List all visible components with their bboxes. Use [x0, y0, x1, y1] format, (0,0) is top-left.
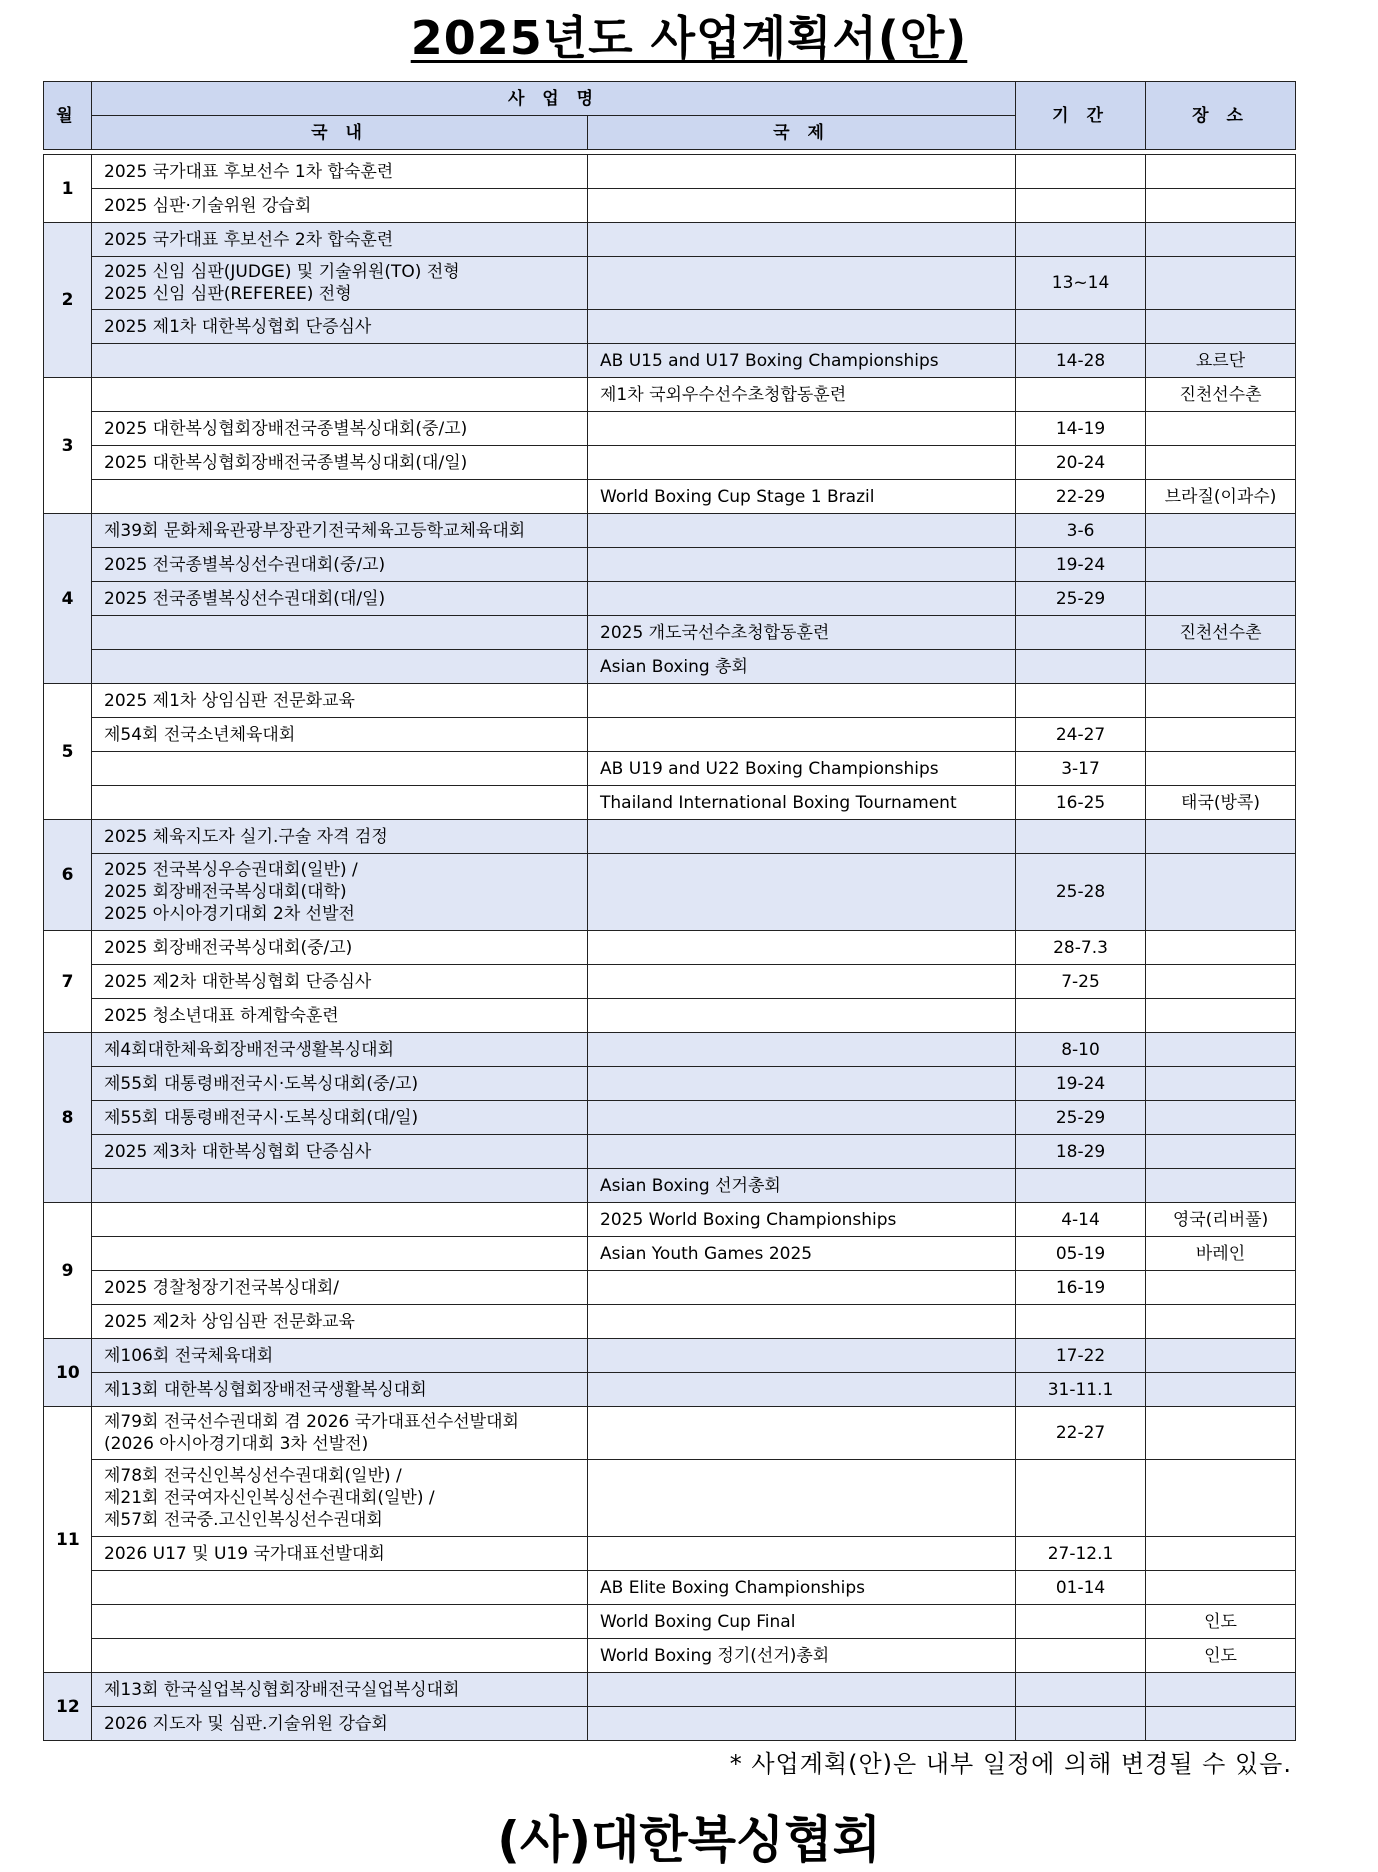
period-cell: 14-28: [1016, 344, 1146, 378]
business-plan-table: [43, 81, 1296, 1741]
place-cell: [1146, 718, 1296, 752]
period-cell: 13~14: [1016, 257, 1146, 310]
dom-line: 제78회 전국신인복싱선수권대회(일반) /: [104, 1466, 402, 1486]
place-cell: [1146, 1067, 1296, 1101]
place-cell: [1146, 1101, 1296, 1135]
header-month: 월: [44, 82, 92, 150]
dom-cell: [92, 1203, 588, 1237]
dom-cell: [92, 1373, 588, 1407]
intl-cell: [588, 854, 1016, 931]
place-cell: [1146, 820, 1296, 854]
dom-line: 제55회 대통령배전국시·도복싱대회(대/일): [104, 1107, 419, 1128]
table-row: [44, 1067, 1296, 1101]
dom-cell: [92, 1707, 588, 1741]
dom-line: 2025 신임 심판(REFEREE) 전형: [104, 284, 352, 304]
dom-cell: [92, 378, 588, 412]
place-cell: [1146, 257, 1296, 310]
period-cell: 17-22: [1016, 1339, 1146, 1373]
table-row: [44, 155, 1296, 189]
period-cell: [1016, 310, 1146, 344]
dom-cell: [92, 1305, 588, 1339]
period-cell: 25-28: [1016, 854, 1146, 931]
place-cell: [1146, 650, 1296, 684]
dom-cell: [92, 1639, 588, 1673]
dom-cell: [92, 854, 588, 931]
dom-line: 2025 회장배전국복싱대회(대학): [104, 882, 347, 902]
month-cell: 6: [44, 820, 92, 931]
month-cell: 11: [44, 1407, 92, 1673]
header-project-name: 사 업 명: [92, 82, 1016, 116]
dom-cell: [92, 310, 588, 344]
dom-line: 제79회 전국선수권대회 겸 2026 국가대표선수선발대회: [104, 1412, 519, 1432]
dom-line: 제106회 전국체육대회: [104, 1345, 274, 1366]
place-cell: [1146, 684, 1296, 718]
dom-line: 2025 제3차 대한복싱협회 단증심사: [104, 1141, 372, 1162]
dom-line: 2025 대한복싱협회장배전국종별복싱대회(대/일): [104, 452, 468, 473]
dom-cell: [92, 718, 588, 752]
period-cell: 3-6: [1016, 514, 1146, 548]
period-cell: [1016, 378, 1146, 412]
dom-line: 2025 제1차 대한복싱협회 단증심사: [104, 316, 372, 337]
place-cell: [1146, 310, 1296, 344]
period-cell: 16-25: [1016, 786, 1146, 820]
period-cell: [1016, 1305, 1146, 1339]
table-row: [44, 1707, 1296, 1741]
intl-line: 제1차 국외우수선수초청합동훈련: [600, 384, 847, 405]
intl-cell: [588, 786, 1016, 820]
intl-cell: [588, 412, 1016, 446]
table-row: [44, 820, 1296, 854]
intl-cell: [588, 1135, 1016, 1169]
intl-cell: [588, 931, 1016, 965]
dom-cell: [92, 684, 588, 718]
place-cell: [1146, 1571, 1296, 1605]
dom-cell: [92, 616, 588, 650]
dom-line: 제57회 전국중.고신인복싱선수권대회: [104, 1510, 383, 1530]
period-cell: [1016, 999, 1146, 1033]
place-cell: [1146, 223, 1296, 257]
table-row: [44, 446, 1296, 480]
dom-line: (2026 아시아경기대회 3차 선발전): [104, 1434, 369, 1454]
dom-cell: [92, 999, 588, 1033]
dom-cell: [92, 820, 588, 854]
table-row: [44, 1305, 1296, 1339]
intl-cell: [588, 1271, 1016, 1305]
period-cell: 22-29: [1016, 480, 1146, 514]
dom-line: 2025 신임 심판(JUDGE) 및 기술위원(TO) 전형: [104, 262, 460, 282]
dom-cell: [92, 1339, 588, 1373]
table-row: [44, 931, 1296, 965]
intl-cell: [588, 1373, 1016, 1407]
dom-cell: [92, 1067, 588, 1101]
place-cell: 진천선수촌: [1146, 616, 1296, 650]
intl-line: World Boxing Cup Stage 1 Brazil: [600, 486, 875, 507]
period-cell: 25-29: [1016, 582, 1146, 616]
place-cell: 태국(방콕): [1146, 786, 1296, 820]
period-cell: 7-25: [1016, 965, 1146, 999]
period-cell: [1016, 1639, 1146, 1673]
dom-line: 2025 전국종별복싱선수권대회(중/고): [104, 554, 386, 575]
dom-cell: [92, 582, 588, 616]
dom-cell: [92, 446, 588, 480]
dom-cell: [92, 1135, 588, 1169]
period-cell: 05-19: [1016, 1237, 1146, 1271]
intl-cell: [588, 446, 1016, 480]
dom-line: 제4회대한체육회장배전국생활복싱대회: [104, 1039, 394, 1060]
period-cell: [1016, 820, 1146, 854]
intl-cell: [588, 1101, 1016, 1135]
intl-cell: [588, 1339, 1016, 1373]
dom-line: 제13회 한국실업복싱협회장배전국실업복싱대회: [104, 1679, 460, 1700]
dom-cell: [92, 650, 588, 684]
dom-cell: [92, 1271, 588, 1305]
month-cell: 7: [44, 931, 92, 1033]
dom-line: 제13회 대한복싱협회장배전국생활복싱대회: [104, 1379, 427, 1400]
table-row: [44, 1639, 1296, 1673]
dom-cell: [92, 931, 588, 965]
month-cell: 1: [44, 155, 92, 223]
period-cell: [1016, 650, 1146, 684]
table-row: [44, 965, 1296, 999]
period-cell: 31-11.1: [1016, 1373, 1146, 1407]
table-row: [44, 1571, 1296, 1605]
dom-line: 2025 체육지도자 실기.구술 자격 검정: [104, 826, 388, 847]
dom-line: 2025 전국복싱우승권대회(일반) /: [104, 860, 358, 880]
place-cell: [1146, 548, 1296, 582]
dom-cell: [92, 257, 588, 310]
period-cell: [1016, 1707, 1146, 1741]
place-cell: [1146, 752, 1296, 786]
table-row: [44, 684, 1296, 718]
dom-cell: [92, 1605, 588, 1639]
place-cell: [1146, 446, 1296, 480]
period-cell: 28-7.3: [1016, 931, 1146, 965]
table-row: [44, 310, 1296, 344]
intl-cell: [588, 1305, 1016, 1339]
intl-cell: [588, 616, 1016, 650]
period-cell: 3-17: [1016, 752, 1146, 786]
period-cell: [1016, 189, 1146, 223]
intl-cell: [588, 965, 1016, 999]
period-cell: 18-29: [1016, 1135, 1146, 1169]
dom-line: 2025 경찰청장기전국복싱대회/: [104, 1277, 340, 1298]
dom-cell: [92, 1673, 588, 1707]
header-place: 장 소: [1146, 82, 1296, 150]
table-row: [44, 786, 1296, 820]
intl-cell: [588, 155, 1016, 189]
dom-cell: [92, 786, 588, 820]
intl-cell: [588, 480, 1016, 514]
period-cell: [1016, 1460, 1146, 1537]
place-cell: [1146, 931, 1296, 965]
intl-cell: [588, 1571, 1016, 1605]
period-cell: 20-24: [1016, 446, 1146, 480]
intl-cell: [588, 1673, 1016, 1707]
table-row: [44, 582, 1296, 616]
period-cell: [1016, 1673, 1146, 1707]
intl-cell: [588, 1169, 1016, 1203]
intl-line: Thailand International Boxing Tournament: [600, 792, 957, 813]
dom-cell: [92, 155, 588, 189]
dom-cell: [92, 1237, 588, 1271]
dom-cell: [92, 1033, 588, 1067]
footnote: * 사업계획(안)은 내부 일정에 의해 변경될 수 있음.: [729, 1750, 1292, 1778]
period-cell: 01-14: [1016, 1571, 1146, 1605]
dom-line: 제55회 대통령배전국시·도복싱대회(중/고): [104, 1073, 419, 1094]
place-cell: [1146, 1407, 1296, 1460]
place-cell: 진천선수촌: [1146, 378, 1296, 412]
dom-line: 2025 청소년대표 하계합숙훈련: [104, 1005, 339, 1026]
dom-cell: [92, 1460, 588, 1537]
intl-cell: [588, 1407, 1016, 1460]
intl-line: Asian Boxing 선거총회: [600, 1175, 781, 1196]
period-cell: 16-19: [1016, 1271, 1146, 1305]
dom-cell: [92, 514, 588, 548]
intl-line: AB U19 and U22 Boxing Championships: [600, 758, 939, 779]
month-cell: 9: [44, 1203, 92, 1339]
intl-cell: [588, 1639, 1016, 1673]
table-row: [44, 189, 1296, 223]
place-cell: 영국(리버풀): [1146, 1203, 1296, 1237]
table-row: [44, 1033, 1296, 1067]
intl-cell: [588, 650, 1016, 684]
intl-cell: [588, 1605, 1016, 1639]
table-row: [44, 1407, 1296, 1460]
place-cell: [1146, 854, 1296, 931]
intl-cell: [588, 1707, 1016, 1741]
place-cell: [1146, 1169, 1296, 1203]
dom-cell: [92, 1169, 588, 1203]
intl-line: World Boxing Cup Final: [600, 1611, 796, 1632]
place-cell: 바레인: [1146, 1237, 1296, 1271]
period-cell: 19-24: [1016, 1067, 1146, 1101]
table-row: [44, 412, 1296, 446]
table-row: [44, 1203, 1296, 1237]
period-cell: 22-27: [1016, 1407, 1146, 1460]
place-cell: [1146, 1339, 1296, 1373]
table-row: [44, 378, 1296, 412]
intl-cell: [588, 684, 1016, 718]
dom-cell: [92, 1571, 588, 1605]
place-cell: 인도: [1146, 1605, 1296, 1639]
dom-cell: [92, 752, 588, 786]
place-cell: [1146, 1305, 1296, 1339]
place-cell: [1146, 412, 1296, 446]
table-row: [44, 854, 1296, 931]
table-body: [44, 155, 1296, 1741]
period-cell: 27-12.1: [1016, 1537, 1146, 1571]
place-cell: 브라질(이과수): [1146, 480, 1296, 514]
table-row: [44, 616, 1296, 650]
table-row: [44, 480, 1296, 514]
place-cell: [1146, 189, 1296, 223]
month-cell: 5: [44, 684, 92, 820]
place-cell: [1146, 1460, 1296, 1537]
intl-cell: [588, 378, 1016, 412]
intl-cell: [588, 223, 1016, 257]
intl-cell: [588, 820, 1016, 854]
place-cell: 인도: [1146, 1639, 1296, 1673]
dom-line: 2025 아시아경기대회 2차 선발전: [104, 904, 355, 924]
intl-cell: [588, 310, 1016, 344]
dom-line: 2025 국가대표 후보선수 1차 합숙훈련: [104, 161, 394, 182]
dom-cell: [92, 344, 588, 378]
table-row: [44, 1460, 1296, 1537]
dom-cell: [92, 412, 588, 446]
dom-cell: [92, 548, 588, 582]
dom-cell: [92, 1101, 588, 1135]
organization-name: (사)대한복싱협회: [497, 1811, 881, 1869]
period-cell: [1016, 616, 1146, 650]
period-cell: [1016, 223, 1146, 257]
intl-line: Asian Youth Games 2025: [600, 1243, 813, 1264]
intl-line: AB Elite Boxing Championships: [600, 1577, 866, 1598]
intl-cell: [588, 1460, 1016, 1537]
place-cell: 요르단: [1146, 344, 1296, 378]
period-cell: 19-24: [1016, 548, 1146, 582]
table-row: [44, 1339, 1296, 1373]
header-domestic: 국 내: [92, 116, 588, 150]
table-row: [44, 1373, 1296, 1407]
intl-cell: [588, 718, 1016, 752]
intl-cell: [588, 514, 1016, 548]
table-row: [44, 999, 1296, 1033]
table-row: [44, 1135, 1296, 1169]
dom-line: 2025 회장배전국복싱대회(중/고): [104, 937, 353, 958]
place-cell: [1146, 155, 1296, 189]
intl-cell: [588, 1237, 1016, 1271]
intl-cell: [588, 344, 1016, 378]
dom-cell: [92, 189, 588, 223]
table-row: [44, 514, 1296, 548]
period-cell: [1016, 155, 1146, 189]
document-title: 2025년도 사업계획서(안): [410, 11, 968, 65]
intl-cell: [588, 999, 1016, 1033]
place-cell: [1146, 1537, 1296, 1571]
period-cell: [1016, 684, 1146, 718]
intl-cell: [588, 257, 1016, 310]
table-row: [44, 1237, 1296, 1271]
dom-line: 제39회 문화체육관광부장관기전국체육고등학교체육대회: [104, 520, 526, 541]
intl-line: World Boxing 정기(선거)총회: [600, 1645, 830, 1666]
dom-line: 2025 국가대표 후보선수 2차 합숙훈련: [104, 229, 394, 250]
table-row: [44, 1673, 1296, 1707]
place-cell: [1146, 1373, 1296, 1407]
intl-cell: [588, 1033, 1016, 1067]
intl-line: 2025 개도국선수초청합동훈련: [600, 622, 830, 643]
dom-line: 제21회 전국여자신인복싱선수권대회(일반) /: [104, 1488, 435, 1508]
table-row: [44, 1101, 1296, 1135]
intl-cell: [588, 548, 1016, 582]
intl-line: 2025 World Boxing Championships: [600, 1209, 897, 1230]
dom-line: 2025 전국종별복싱선수권대회(대/일): [104, 588, 386, 609]
dom-cell: [92, 480, 588, 514]
table-row: [44, 1271, 1296, 1305]
dom-line: 제54회 전국소년체육대회: [104, 724, 296, 745]
dom-cell: [92, 223, 588, 257]
place-cell: [1146, 1033, 1296, 1067]
period-cell: 25-29: [1016, 1101, 1146, 1135]
intl-cell: [588, 189, 1016, 223]
month-cell: 4: [44, 514, 92, 684]
month-cell: 2: [44, 223, 92, 378]
dom-line: 2025 심판·기술위원 강습회: [104, 195, 312, 216]
table-row: [44, 752, 1296, 786]
dom-line: 2025 제2차 대한복싱협회 단증심사: [104, 971, 372, 992]
intl-cell: [588, 1537, 1016, 1571]
dom-line: 2025 제1차 상임심판 전문화교육: [104, 690, 355, 711]
dom-cell: [92, 1537, 588, 1571]
month-cell: 12: [44, 1673, 92, 1741]
table-row: [44, 223, 1296, 257]
place-cell: [1146, 1135, 1296, 1169]
place-cell: [1146, 965, 1296, 999]
table-row: [44, 548, 1296, 582]
table-row: [44, 1169, 1296, 1203]
table-row: [44, 1537, 1296, 1571]
intl-line: AB U15 and U17 Boxing Championships: [600, 350, 939, 371]
intl-cell: [588, 752, 1016, 786]
intl-cell: [588, 1203, 1016, 1237]
place-cell: [1146, 999, 1296, 1033]
intl-cell: [588, 1067, 1016, 1101]
period-cell: 24-27: [1016, 718, 1146, 752]
month-cell: 10: [44, 1339, 92, 1407]
intl-line: Asian Boxing 총회: [600, 656, 748, 677]
place-cell: [1146, 582, 1296, 616]
dom-line: 2026 지도자 및 심판.기술위원 강습회: [104, 1713, 388, 1734]
table-row: [44, 718, 1296, 752]
dom-cell: [92, 1407, 588, 1460]
place-cell: [1146, 1271, 1296, 1305]
place-cell: [1146, 1707, 1296, 1741]
header-international: 국 제: [588, 116, 1016, 150]
header-period: 기 간: [1016, 82, 1146, 150]
month-cell: 8: [44, 1033, 92, 1203]
period-cell: 14-19: [1016, 412, 1146, 446]
dom-cell: [92, 965, 588, 999]
period-cell: 4-14: [1016, 1203, 1146, 1237]
intl-cell: [588, 582, 1016, 616]
table-row: [44, 650, 1296, 684]
table-row: [44, 257, 1296, 310]
dom-line: 2026 U17 및 U19 국가대표선발대회: [104, 1543, 385, 1564]
dom-line: 2025 제2차 상임심판 전문화교육: [104, 1311, 355, 1332]
place-cell: [1146, 1673, 1296, 1707]
period-cell: 8-10: [1016, 1033, 1146, 1067]
month-cell: 3: [44, 378, 92, 514]
period-cell: [1016, 1605, 1146, 1639]
table-row: [44, 344, 1296, 378]
dom-line: 2025 대한복싱협회장배전국종별복싱대회(중/고): [104, 418, 468, 439]
table-row: [44, 1605, 1296, 1639]
period-cell: [1016, 1169, 1146, 1203]
place-cell: [1146, 514, 1296, 548]
